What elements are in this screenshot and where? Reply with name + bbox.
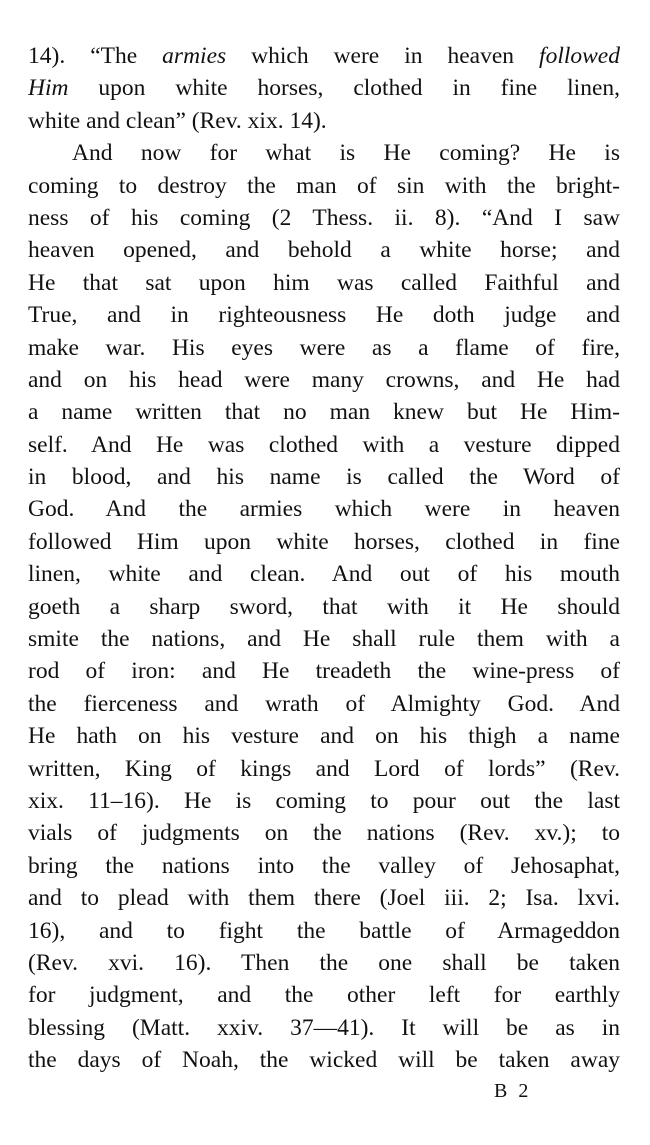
italic-segment: armies	[162, 43, 227, 69]
text-line: And now for what is He coming? He is	[72, 140, 620, 167]
text-line	[28, 72, 620, 104]
signature-mark: B 2	[494, 1080, 532, 1102]
text-line: smite the nations, and He shall rule them with a	[28, 626, 620, 653]
text-line: and on his head were many crowns, and He had	[28, 366, 620, 393]
text-line: ness of his coming (2 Thess. ii. 8). “And I saw	[28, 204, 620, 231]
text-line: xix. 11–16). He is coming to pour out the last	[28, 787, 620, 814]
text-line: self. And He was clothed with a vesture dipped	[28, 431, 620, 458]
text-line: the days of Noah, the wicked will be taken away	[28, 1047, 620, 1074]
text-line: rod of iron: and He treadeth the wine-press of	[28, 658, 620, 685]
text-line	[28, 40, 620, 72]
text-line: He hath on his vesture and on his thigh a name	[28, 723, 620, 750]
text-line: make war. His eyes were as a flame of fire,	[28, 334, 620, 361]
text-segment: upon white horses, clothed in fine linen,	[68, 75, 620, 102]
text-line: 16), and to fight the battle of Armageddon	[28, 917, 620, 944]
text-segment: 14). “The	[28, 43, 163, 69]
italic-segment: Him	[28, 75, 69, 102]
text-line: and to plead with them there (Joel iii. 2; Isa. lxvi.	[28, 885, 620, 912]
text-line: coming to destroy the man of sin with the bright-	[28, 172, 620, 199]
text-line: (Rev. xvi. 16). Then the one shall be taken	[28, 949, 620, 976]
body-text	[28, 40, 620, 1077]
text-line: white and clean” (Rev. xix. 14).	[28, 107, 327, 134]
text-line: bring the nations into the valley of Jehosaphat,	[28, 852, 620, 879]
italic-segment: followed	[539, 43, 620, 69]
text-line: the fierceness and wrath of Almighty God. And	[28, 690, 620, 717]
text-line: goeth a sharp sword, that with it He should	[28, 593, 620, 620]
text-line: written, King of kings and Lord of lords” (Rev.	[28, 755, 620, 782]
text-line: followed Him upon white horses, clothed in fine	[28, 528, 620, 555]
text-line: linen, white and clean. And out of his mouth	[28, 561, 620, 588]
text-line: a name written that no man knew but He Him-	[28, 399, 620, 426]
text-line: True, and in righteousness He doth judge and	[28, 302, 620, 329]
text-segment: which were in heaven	[226, 43, 540, 69]
text-line: vials of judgments on the nations (Rev. xv.); to	[28, 820, 620, 847]
text-line: He that sat upon him was called Faithful and	[28, 269, 620, 296]
text-line: in blood, and his name is called the Word of	[28, 464, 620, 491]
text-line: God. And the armies which were in heaven	[28, 496, 620, 523]
text-line: blessing (Matt. xxiv. 37—41). It will be as in	[28, 1014, 620, 1041]
text-line: heaven opened, and behold a white horse; and	[28, 237, 620, 264]
text-line: for judgment, and the other left for earthly	[28, 982, 620, 1009]
